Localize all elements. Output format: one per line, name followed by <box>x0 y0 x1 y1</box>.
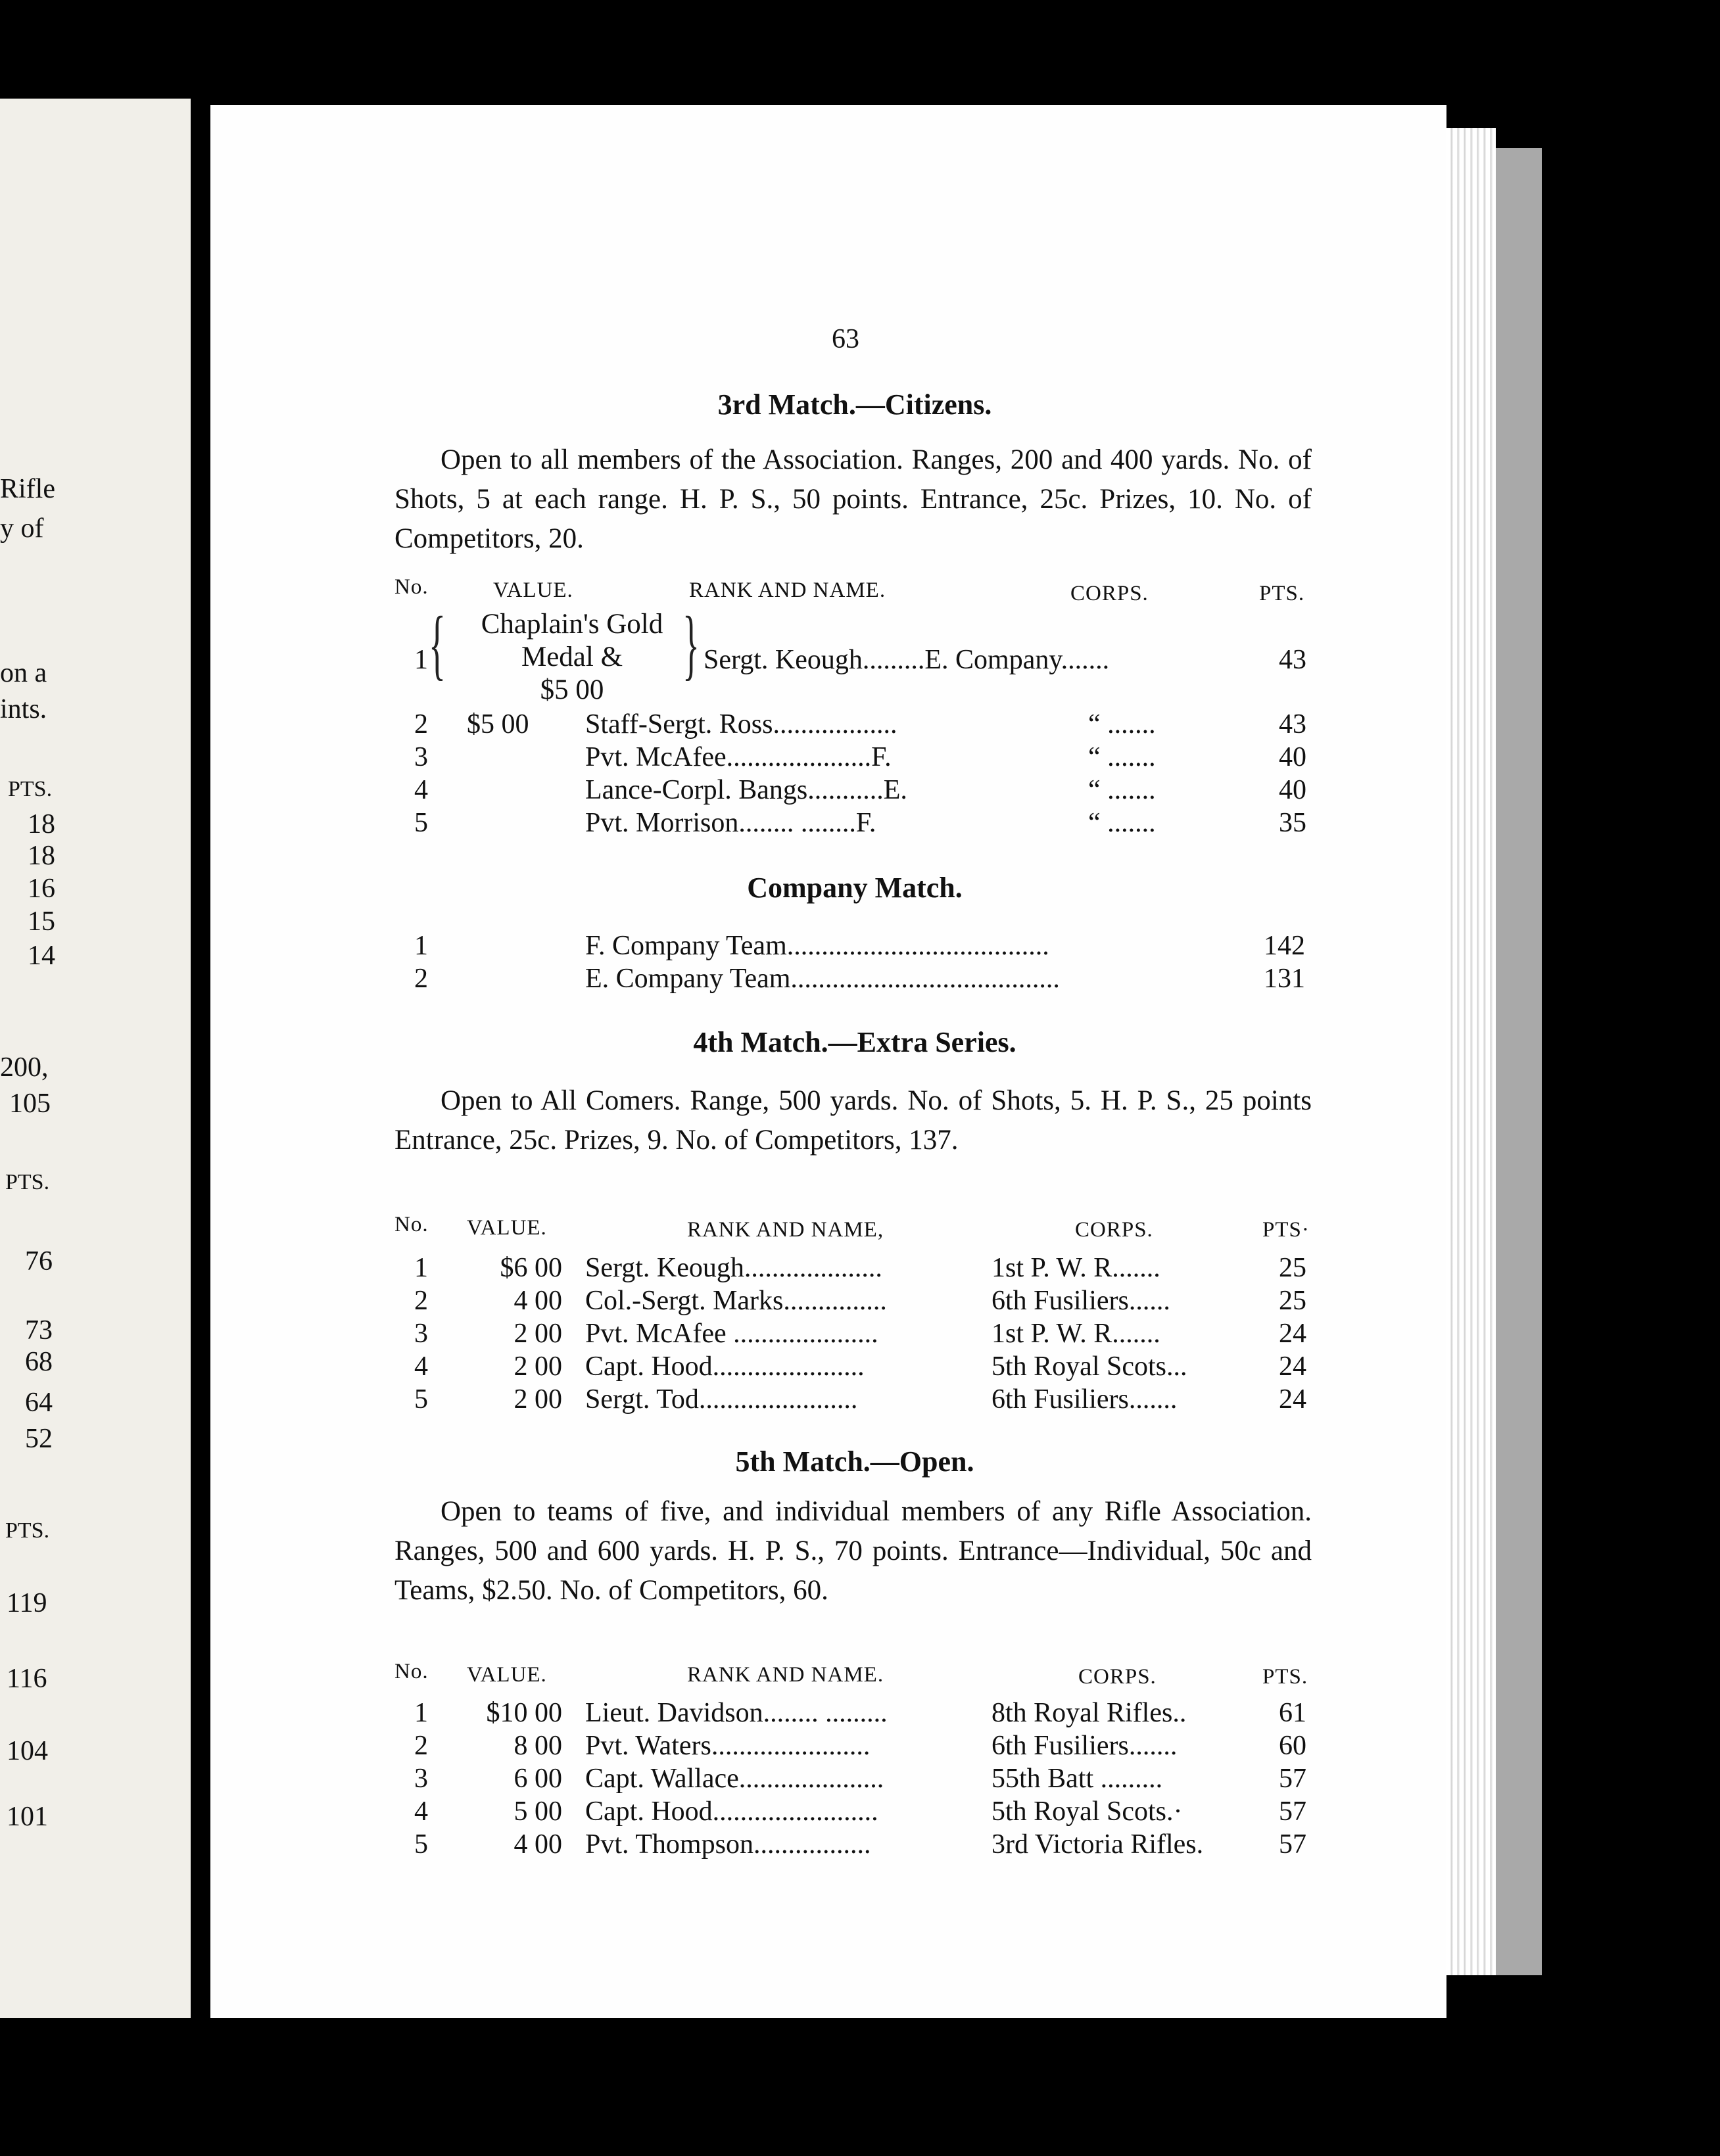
table-row <box>394 930 1315 963</box>
row-name: Staff-Sergt. Ross.................. <box>585 709 897 739</box>
fourth-match-title: 4th Match.—Extra Series. <box>693 1026 1016 1058</box>
col-header-corps: CORPS. <box>1078 1665 1157 1689</box>
row-pts: 24 <box>1279 1384 1306 1415</box>
table-row <box>394 1796 1315 1829</box>
left-pts-heading: PTS. <box>8 777 53 801</box>
row-name: Pvt. McAfee ..................... <box>585 1319 878 1349</box>
row-value: 4 00 <box>514 1829 562 1860</box>
row-no: 5 <box>414 1384 428 1415</box>
row-corps: “ ....... <box>1088 775 1156 805</box>
col-header-corps: CORPS. <box>1075 1218 1153 1242</box>
row-no: 3 <box>414 1764 428 1794</box>
left-fragment-text: on a <box>0 658 47 688</box>
row-pts: 24 <box>1279 1319 1306 1349</box>
table-row <box>394 963 1315 996</box>
page-number: 63 <box>832 324 859 354</box>
table-row <box>394 1285 1315 1318</box>
col-header-rank-name: RANK AND NAME. <box>687 1663 884 1687</box>
table-row <box>394 1829 1315 1862</box>
row-no: 4 <box>414 1796 428 1827</box>
row-corps: 6th Fusiliers....... <box>991 1384 1178 1415</box>
row-pts: 57 <box>1279 1796 1306 1827</box>
col-header-value: VALUE. <box>467 1663 547 1687</box>
col-header-value: VALUE. <box>493 578 573 602</box>
col-header-no: No. <box>394 575 429 599</box>
left-score: 15 <box>28 906 55 937</box>
row-name: Sergt. Keough.................... <box>585 1253 882 1283</box>
row-corps: 6th Fusiliers....... <box>991 1731 1178 1761</box>
left-score: 18 <box>28 841 55 871</box>
row-corps: 5th Royal Scots.· <box>991 1796 1183 1827</box>
row-corps: “ ....... <box>1088 808 1156 838</box>
row-value: $10 00 <box>486 1698 562 1728</box>
row-pts: 60 <box>1279 1731 1306 1761</box>
row-value: 5 00 <box>514 1796 562 1827</box>
col-header-value: VALUE. <box>467 1216 547 1240</box>
row-name: Pvt. Waters....................... <box>585 1731 871 1761</box>
company-match-title: Company Match. <box>747 872 963 904</box>
table-row <box>394 807 1315 840</box>
left-page-fragment <box>0 99 191 2018</box>
row-name: Pvt. McAfee.....................F. <box>585 742 892 772</box>
left-score: 16 <box>28 874 55 904</box>
row-pts: 43 <box>1279 709 1306 739</box>
row-corps: 8th Royal Rifles.. <box>991 1698 1187 1728</box>
col-header-no: No. <box>394 1213 429 1236</box>
fourth-match-description: Open to All Comers. Range, 500 yards. No. of Shots, 5. H. P. S., 25 points Entrance, 25c. Prizes, 9. No. of Competitors, 137. <box>394 1085 1312 1156</box>
row-name: Capt. Wallace..................... <box>585 1764 884 1794</box>
row-value: $5 00 <box>467 709 529 739</box>
row-no: 4 <box>414 775 428 805</box>
left-score: 104 <box>7 1736 48 1766</box>
row-corps: 5th Royal Scots... <box>991 1351 1187 1382</box>
row-no: 3 <box>414 1319 428 1349</box>
row-no: 1 <box>414 1698 428 1728</box>
row-corps: 1st P. W. R....... <box>991 1253 1160 1283</box>
col-header-pts: PTS. <box>1262 1665 1308 1689</box>
col-header-pts: PTS· <box>1262 1218 1310 1242</box>
row-no: 4 <box>414 1351 428 1382</box>
table-row <box>394 1697 1315 1730</box>
row-name: Capt. Hood........................ <box>585 1796 878 1827</box>
row-name: Lieut. Davidson........ ......... <box>585 1698 888 1728</box>
table-row <box>394 1730 1315 1763</box>
table-row <box>394 1384 1315 1417</box>
fifth-match-description: Open to teams of five, and individual members of any Rifle Association. Ranges, 500 and 600 yards. H. P. S., 70 points. Entrance—Individual, 50c and Teams, $2.50. No. of Competitors, 60. <box>394 1496 1312 1606</box>
table-row <box>394 644 1315 677</box>
left-fragment-text: Rifle <box>0 474 55 504</box>
left-fragment-text: ints. <box>0 694 47 724</box>
row-no: 2 <box>414 964 428 994</box>
row-no: 2 <box>414 709 428 739</box>
left-score: 52 <box>25 1424 53 1454</box>
first-prize-value-line: Chaplain's Gold <box>481 609 663 640</box>
left-pts-heading: PTS. <box>5 1518 50 1543</box>
first-prize-value-line: Medal & <box>521 642 623 672</box>
row-corps: 6th Fusiliers...... <box>991 1286 1170 1316</box>
left-score: 101 <box>7 1802 48 1832</box>
row-pts: 142 <box>1264 931 1305 961</box>
row-name: Lance-Corpl. Bangs...........E. <box>585 775 907 805</box>
left-pts-heading: PTS. <box>5 1170 50 1194</box>
row-corps: 55th Batt ......... <box>991 1764 1163 1794</box>
row-corps: 1st P. W. R....... <box>991 1319 1160 1349</box>
left-fragment-text: 200, <box>0 1052 49 1083</box>
left-score: 68 <box>25 1347 53 1377</box>
row-pts: 57 <box>1279 1764 1306 1794</box>
row-no: 2 <box>414 1731 428 1761</box>
row-name: Pvt. Morrison........ ........F. <box>585 808 876 838</box>
row-value: 6 00 <box>514 1764 562 1794</box>
third-match-description: Open to all members of the Association. Ranges, 200 and 400 yards. No. of Shots, 5 at each range. H. P. S., 50 points. Entrance, 25c. Prizes, 10. No. of Competitors, 20. <box>394 444 1312 554</box>
row-value: 8 00 <box>514 1731 562 1761</box>
book-back-cover <box>1493 148 1542 1975</box>
left-score: 64 <box>25 1388 53 1418</box>
row-value: $6 00 <box>500 1253 562 1283</box>
table-row <box>394 1318 1315 1351</box>
row-no: 1 <box>414 931 428 961</box>
third-match-title: 3rd Match.—Citizens. <box>717 388 992 421</box>
col-header-no: No. <box>394 1660 429 1683</box>
row-no: 1 <box>414 1253 428 1283</box>
left-brace: { <box>429 600 446 688</box>
row-no: 5 <box>414 808 428 838</box>
col-header-rank-name: RANK AND NAME. <box>689 578 886 602</box>
row-name: Capt. Hood...................... <box>585 1351 865 1382</box>
col-header-corps: CORPS. <box>1070 582 1149 605</box>
row-corps: 3rd Victoria Rifles. <box>991 1829 1204 1860</box>
left-score: 18 <box>28 809 55 839</box>
row-pts: 131 <box>1264 964 1305 994</box>
row-pts: 40 <box>1279 775 1306 805</box>
row-no: 2 <box>414 1286 428 1316</box>
row-value: 2 00 <box>514 1384 562 1415</box>
row-pts: 61 <box>1279 1698 1306 1728</box>
col-header-pts: PTS. <box>1259 582 1305 605</box>
left-fragment-text: y of <box>0 513 44 544</box>
row-name: Col.-Sergt. Marks............... <box>585 1286 887 1316</box>
row-pts: 25 <box>1279 1253 1306 1283</box>
row-pts: 24 <box>1279 1351 1306 1382</box>
table-row <box>394 774 1315 807</box>
table-row <box>394 1252 1315 1285</box>
row-name: Pvt. Thompson................. <box>585 1829 871 1860</box>
table-row <box>394 1763 1315 1796</box>
row-name: Sergt. Tod....................... <box>585 1384 858 1415</box>
left-score: 119 <box>7 1588 47 1618</box>
table-row <box>394 741 1315 774</box>
left-score: 73 <box>25 1315 53 1346</box>
row-pts: 57 <box>1279 1829 1306 1860</box>
left-score: 76 <box>25 1246 53 1277</box>
row-no: 1 <box>414 645 428 675</box>
first-prize-value-line: $5 00 <box>540 674 604 705</box>
left-score: 14 <box>28 941 55 971</box>
row-no: 5 <box>414 1829 428 1860</box>
row-name: E. Company Team....................................... <box>585 964 1060 994</box>
row-pts: 43 <box>1279 645 1306 675</box>
table-row <box>394 709 1315 741</box>
row-pts: 40 <box>1279 742 1306 772</box>
left-fragment-text: 105 <box>9 1089 51 1119</box>
table-row <box>394 1351 1315 1384</box>
right-brace: } <box>682 600 700 688</box>
row-value: 2 00 <box>514 1319 562 1349</box>
row-name: Sergt. Keough.........E. Company....... <box>704 645 1110 675</box>
row-corps: “ ....... <box>1088 709 1156 739</box>
row-pts: 25 <box>1279 1286 1306 1316</box>
row-value: 4 00 <box>514 1286 562 1316</box>
row-corps: “ ....... <box>1088 742 1156 772</box>
fifth-match-title: 5th Match.—Open. <box>735 1445 974 1478</box>
left-score: 116 <box>7 1664 47 1694</box>
row-value: 2 00 <box>514 1351 562 1382</box>
row-no: 3 <box>414 742 428 772</box>
row-name: F. Company Team...................................... <box>585 931 1049 961</box>
row-pts: 35 <box>1279 808 1306 838</box>
col-header-rank-name: RANK AND NAME, <box>687 1218 884 1242</box>
